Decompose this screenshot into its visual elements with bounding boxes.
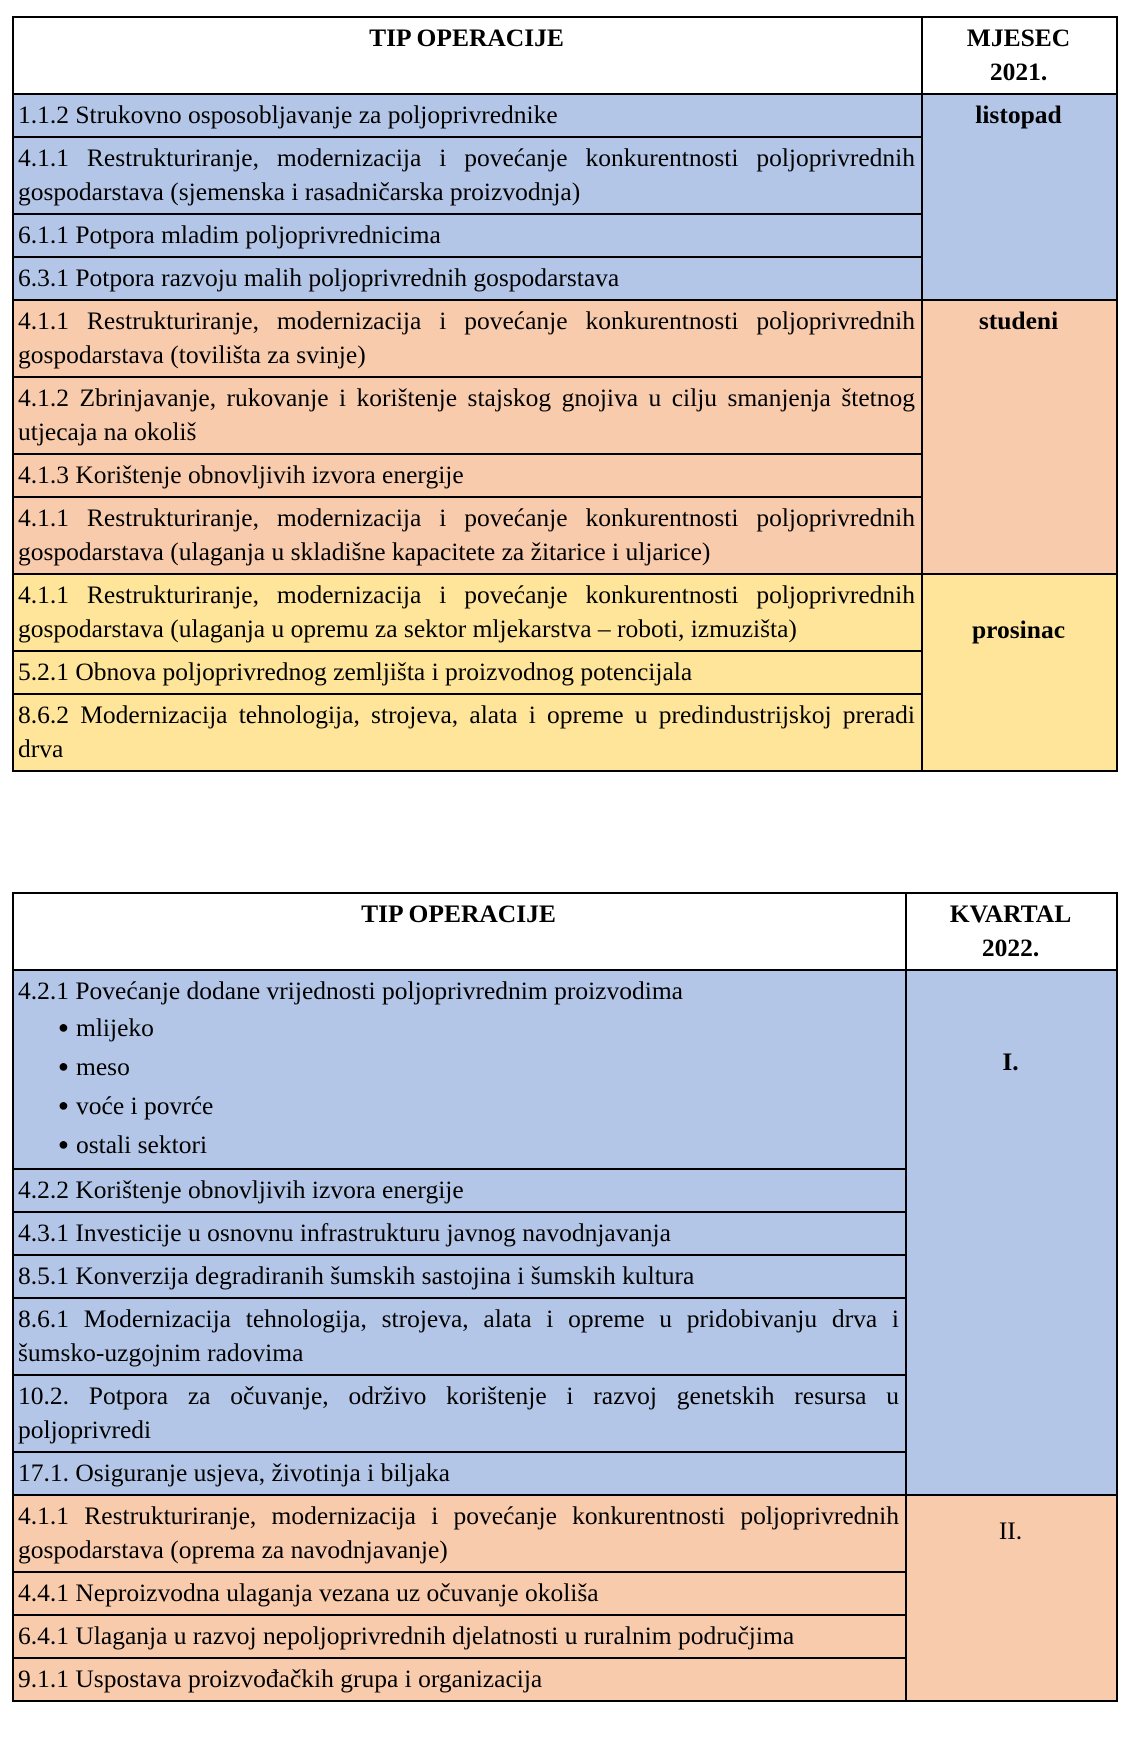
list-item xyxy=(58,1125,899,1164)
list-item xyxy=(58,1008,899,1047)
header-tip-operacije: TIP OPERACIJE xyxy=(13,893,906,970)
operation-cell: 4.4.1 Neproizvodna ulaganja vezana uz očuvanje okoliša xyxy=(13,1572,906,1615)
operation-cell xyxy=(13,970,906,1169)
operation-cell: 4.1.1 Restrukturiranje, modernizacija i povećanje konkurentnosti poljoprivrednih gospodarstava (tovilišta za svinje) xyxy=(13,300,922,377)
operations-table-2021 xyxy=(12,16,1118,772)
table-header-row xyxy=(13,17,1117,94)
period-cell-q1: I. xyxy=(906,970,1117,1495)
list-item xyxy=(58,1047,899,1086)
period-cell-q2: II. xyxy=(906,1495,1117,1701)
list-item-label: ostali sektori xyxy=(76,1130,208,1159)
header-period-year: 2021. xyxy=(989,57,1048,86)
table-header-row xyxy=(13,893,1117,970)
operation-cell: 4.3.1 Investicije u osnovnu infrastrukturu javnog navodnjavanja xyxy=(13,1212,906,1255)
list-item-label: meso xyxy=(76,1052,130,1081)
operation-text: 4.2.1 Povećanje dodane vrijednosti poljoprivrednim proizvodima xyxy=(18,976,683,1005)
list-item-label: mlijeko xyxy=(76,1013,154,1042)
operation-cell: 6.4.1 Ulaganja u razvoj nepoljoprivrednih djelatnosti u ruralnim područjima xyxy=(13,1615,906,1658)
bullet-icon: ● xyxy=(58,1095,69,1115)
operation-cell: 17.1. Osiguranje usjeva, životinja i biljaka xyxy=(13,1452,906,1495)
bullet-icon: ● xyxy=(58,1134,69,1154)
header-period-label: MJESEC xyxy=(966,23,1071,52)
operation-cell: 4.1.2 Zbrinjavanje, rukovanje i korištenje stajskog gnojiva u cilju smanjenja štetnog utjecaja na okoliš xyxy=(13,377,922,454)
header-mjesec xyxy=(922,17,1117,94)
bullet-icon: ● xyxy=(58,1056,69,1076)
table-row xyxy=(13,1495,1117,1572)
operation-cell: 4.1.3 Korištenje obnovljivih izvora energije xyxy=(13,454,922,497)
operation-cell: 1.1.2 Strukovno osposobljavanje za poljoprivrednike xyxy=(13,94,922,137)
bullet-icon: ● xyxy=(58,1017,69,1037)
list-item xyxy=(58,1086,899,1125)
operation-cell: 8.6.1 Modernizacija tehnologija, strojeva, alata i opreme u pridobivanju drva i šumsko-uzgojnim radovima xyxy=(13,1298,906,1375)
operation-cell: 4.1.1 Restrukturiranje, modernizacija i povećanje konkurentnosti poljoprivrednih gospodarstava (oprema za navodnjavanje) xyxy=(13,1495,906,1572)
operation-cell: 10.2. Potpora za očuvanje, održivo korištenje i razvoj genetskih resursa u poljoprivredi xyxy=(13,1375,906,1452)
operations-table-2022 xyxy=(12,892,1118,1702)
operation-cell: 6.3.1 Potpora razvoju malih poljoprivrednih gospodarstava xyxy=(13,257,922,300)
header-kvartal xyxy=(906,893,1117,970)
period-cell-studeni: studeni xyxy=(922,300,1117,574)
table-row xyxy=(13,94,1117,137)
operation-cell: 6.1.1 Potpora mladim poljoprivrednicima xyxy=(13,214,922,257)
operation-cell: 9.1.1 Uspostava proizvođačkih grupa i organizacija xyxy=(13,1658,906,1701)
operation-cell: 4.1.1 Restrukturiranje, modernizacija i povećanje konkurentnosti poljoprivrednih gospodarstava (ulaganja u skladišne kapacitete za žitarice i uljarice) xyxy=(13,497,922,574)
operation-cell: 8.5.1 Konverzija degradiranih šumskih sastojina i šumskih kultura xyxy=(13,1255,906,1298)
header-tip-operacije: TIP OPERACIJE xyxy=(13,17,922,94)
header-period-year: 2022. xyxy=(981,933,1040,962)
bullet-list xyxy=(18,1008,899,1164)
operation-cell: 8.6.2 Modernizacija tehnologija, strojeva, alata i opreme u predindustrijskoj preradi drva xyxy=(13,694,922,771)
operation-cell: 5.2.1 Obnova poljoprivrednog zemljišta i proizvodnog potencijala xyxy=(13,651,922,694)
table-row xyxy=(13,574,1117,651)
header-period-label: KVARTAL xyxy=(949,899,1072,928)
period-cell-prosinac: prosinac xyxy=(922,574,1117,771)
operation-cell: 4.1.1 Restrukturiranje, modernizacija i povećanje konkurentnosti poljoprivrednih gospodarstava (sjemenska i rasadničarska proizvodnja) xyxy=(13,137,922,214)
operation-cell: 4.2.2 Korištenje obnovljivih izvora energije xyxy=(13,1169,906,1212)
operation-cell: 4.1.1 Restrukturiranje, modernizacija i povećanje konkurentnosti poljoprivrednih gospodarstava (ulaganja u opremu za sektor mljekarstva – roboti, izmuzišta) xyxy=(13,574,922,651)
table-row xyxy=(13,300,1117,377)
list-item-label: voće i povrće xyxy=(76,1091,214,1120)
table-row xyxy=(13,970,1117,1169)
period-cell-listopad: listopad xyxy=(922,94,1117,300)
